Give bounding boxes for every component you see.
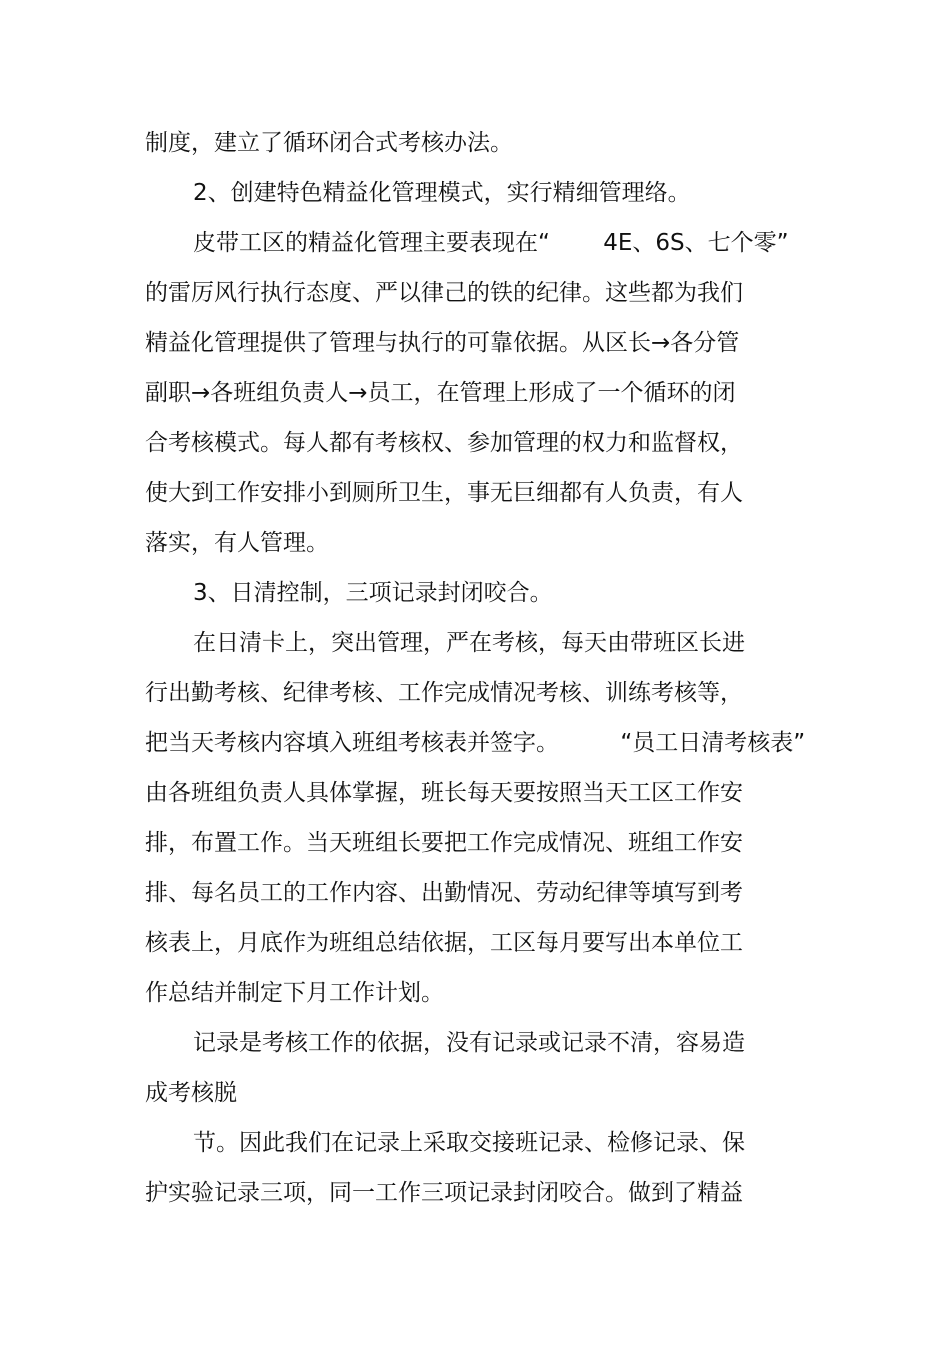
text-segment: 护实验记录三项，同一工作三项记录封闭咬合。做到了精益: [145, 1180, 743, 1206]
text-line: [145, 728, 805, 758]
section-heading-2: [193, 178, 691, 208]
text-segment: 2、创建特色精益化管理模式，实行精细管理络。: [193, 180, 691, 206]
text-line: [193, 1028, 745, 1058]
text-line: [145, 878, 743, 908]
text-segment: 成考核脱: [145, 1080, 237, 1106]
text-segment: 在日清卡上，突出管理，严在考核，每天由带班区长进: [193, 630, 745, 656]
text-segment: 皮带工区的精益化管理主要表现在“: [193, 230, 550, 256]
text-line: [145, 378, 736, 408]
text-segment: 制度，建立了循环闭合式考核办法。: [145, 130, 513, 156]
text-line: [145, 1178, 743, 1208]
text-line: [145, 678, 743, 708]
text-line: [145, 328, 739, 358]
text-segment: 落实，有人管理。: [145, 530, 329, 556]
text-line: [145, 428, 743, 458]
text-segment: 使大到工作安排小到厕所卫生，事无巨细都有人负责，有人: [145, 480, 743, 506]
text-line: [145, 278, 743, 308]
text-line: [145, 778, 743, 808]
text-segment: 的雷厉风行执行态度、严以律己的铁的纪律。这些都为我们: [145, 280, 743, 306]
text-segment: 精益化管理提供了管理与执行的可靠依据。从区长→各分管: [145, 330, 740, 356]
text-line: [145, 128, 513, 158]
text-segment: 由各班组负责人具体掌握，班长每天要按照当天工区工作安: [145, 780, 743, 806]
text-segment: 行出勤考核、纪律考核、工作完成情况考核、训练考核等，: [145, 680, 743, 706]
text-segment: 核表上，月底作为班组总结依据，工区每月要写出本单位工: [145, 930, 743, 956]
section-heading-3: [193, 578, 553, 608]
text-line: [193, 228, 789, 258]
text-line: [193, 1128, 745, 1158]
text-line: [145, 978, 444, 1008]
text-line: [145, 928, 743, 958]
text-line: [145, 1078, 237, 1108]
text-segment: 排、每名员工的工作内容、出勤情况、劳动纪律等填写到考: [145, 880, 743, 906]
text-segment: 记录是考核工作的依据，没有记录或记录不清，容易造: [193, 1030, 745, 1056]
text-segment: 排，布置工作。当天班组长要把工作完成情况、班组工作安: [145, 830, 743, 856]
text-line: [193, 628, 745, 658]
text-segment: 4E、6S、七个零”: [603, 230, 789, 256]
text-segment: 合考核模式。每人都有考核权、参加管理的权力和监督权，: [145, 430, 743, 456]
text-segment: “员工日清考核表”: [620, 730, 806, 756]
text-line: [145, 528, 329, 558]
text-segment: 把当天考核内容填入班组考核表并签字。: [145, 730, 559, 756]
text-segment: 3、日清控制，三项记录封闭咬合。: [193, 580, 553, 606]
text-segment: 节。因此我们在记录上采取交接班记录、检修记录、保: [193, 1130, 745, 1156]
text-segment: 作总结并制定下月工作计划。: [145, 980, 444, 1006]
text-line: [145, 478, 743, 508]
text-line: [145, 828, 743, 858]
text-segment: 副职→各班组负责人→员工，在管理上形成了一个循环的闭: [145, 380, 736, 406]
